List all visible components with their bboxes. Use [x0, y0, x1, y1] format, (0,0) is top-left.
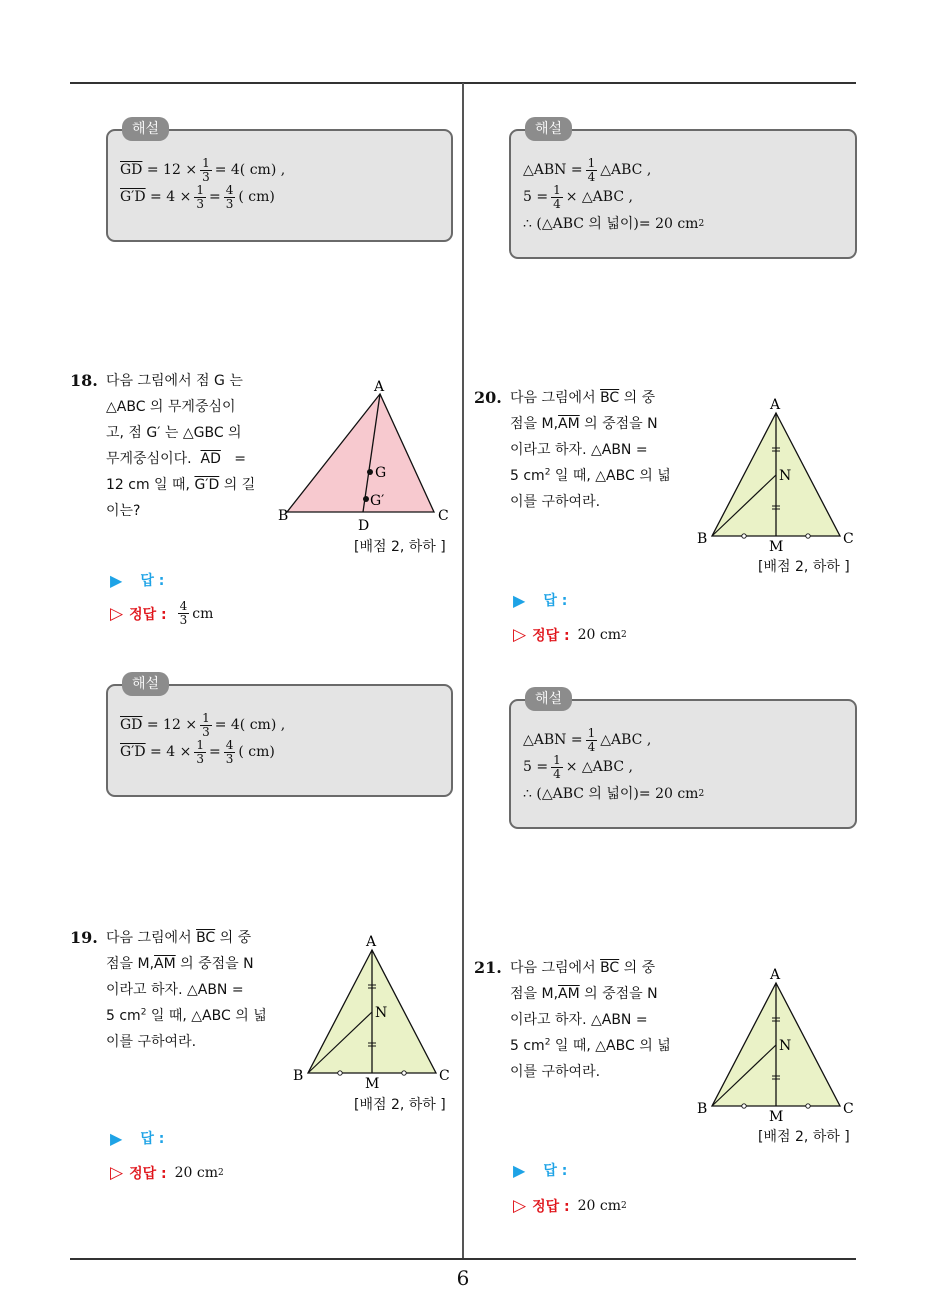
solution-line: 5 = $\frac{1}{4}$ × △ABC ,	[523, 183, 633, 211]
segment-gpd: G′D	[120, 189, 146, 205]
play-icon: ▶	[110, 570, 123, 590]
text-line: 이라고 하자. △ABN =	[510, 442, 648, 458]
text-line: 점을 $M,\overline{AM}$ 의 중점을 N	[106, 956, 254, 972]
label-d: D	[358, 518, 370, 534]
triangle-abc	[287, 394, 434, 512]
text-line: 이를 구하여라.	[510, 1064, 601, 1080]
text-line: 다음 그림에서 $\overline{BC}$ 의 중	[106, 930, 252, 946]
label-c: C	[843, 531, 854, 547]
text-line: 고, 점 G′ 는 △GBC 의	[106, 425, 242, 441]
solution-line: △ABN = $\frac{1}{4}$ △ABC ,	[523, 726, 652, 754]
text-line: 다음 그림에서 $\overline{BC}$ 의 중	[510, 390, 656, 406]
correct-label: 정답 :	[129, 606, 167, 623]
solution-box	[106, 121, 453, 242]
math-text: = 4 ×	[150, 189, 192, 205]
fraction: $\frac{1}{3}$	[202, 156, 210, 184]
answer-line	[110, 1128, 164, 1148]
correct-answer-line	[110, 1163, 224, 1183]
label-m: M	[769, 1109, 784, 1125]
text-line: 이라고 하자. △ABN =	[510, 1012, 648, 1028]
answer-line	[513, 1160, 567, 1180]
label-a: A	[770, 397, 781, 413]
solution-box	[509, 121, 857, 259]
correct-value: 20 cm 2	[174, 1165, 224, 1181]
play-icon: ▶	[110, 1128, 123, 1148]
solution-line: G′D = 4 × $\frac{1}{3}$ = $\frac{4}{3}$ ( cm)	[120, 738, 275, 766]
text-line: 다음 그림에서 $\overline{BC}$ 의 중	[510, 960, 656, 976]
figure-median-triangle	[290, 930, 460, 1092]
text-line: 5 $cm^2$ 일 때, △ABC 의 넓	[510, 467, 671, 484]
figure-centroid-triangle	[272, 374, 458, 536]
math-text: =	[208, 189, 221, 205]
solution-tag: 해설	[122, 117, 169, 141]
correct-value: 20 cm 2	[577, 1198, 627, 1214]
tick-mc	[402, 1071, 406, 1075]
solution-line: △ABN = $\frac{1}{4}$ △ABC ,	[523, 156, 652, 184]
segment-gd: $\overline{GD}$	[120, 162, 143, 178]
label-a: A	[770, 967, 781, 983]
math-text: = 12 ×	[146, 162, 198, 178]
solution-tag: 해설	[525, 117, 572, 141]
answer-line	[513, 590, 567, 610]
text-line: 다음 그림에서 점 G 는	[106, 373, 243, 389]
play-icon: ▶	[513, 590, 526, 610]
problem-text	[510, 385, 680, 515]
label-b: B	[293, 1068, 304, 1084]
triangle-outline-icon: ▷	[513, 1196, 527, 1216]
problem-number: 19.	[70, 928, 98, 947]
triangle-outline-icon: ▷	[513, 625, 527, 645]
score-text: [배점 2, 하하 ]	[354, 539, 446, 555]
problem-number: 20.	[474, 388, 502, 407]
text-line: 5 $cm^2$ 일 때, △ABC 의 넓	[510, 1037, 671, 1054]
correct-answer-line	[513, 1196, 627, 1216]
label-b: B	[697, 531, 708, 547]
text-line: 무게중심이다. $\overline{AD}$ =	[106, 451, 246, 467]
tick-bm	[338, 1071, 342, 1075]
triangle-outline-icon: ▷	[110, 1163, 124, 1183]
label-a: A	[374, 379, 385, 395]
problem-number: 18.	[70, 371, 98, 390]
answer-label: 답 :	[140, 1131, 165, 1147]
point-g	[367, 469, 373, 475]
answer-label: 답 :	[140, 573, 165, 589]
correct-label: 정답 :	[532, 1199, 570, 1215]
correct-answer-line	[513, 625, 627, 645]
figure-median-triangle	[694, 963, 864, 1125]
solution-box	[106, 676, 453, 797]
label-g: G	[375, 465, 387, 481]
text-line: 점을 $M,\overline{AM}$ 의 중점을 N	[510, 416, 658, 432]
label-n: N	[375, 1005, 388, 1021]
score-text: [배점 2, 하하 ]	[354, 1097, 446, 1113]
solution-line: ∴ (△ABC 의 넓이)= 20 cm 2	[523, 215, 705, 232]
solution-line	[120, 157, 437, 184]
correct-answer-line	[110, 600, 213, 627]
text-line: △ABC 의 무게중심이	[106, 399, 236, 415]
correct-label: 정답 :	[532, 628, 570, 644]
label-b: B	[278, 508, 289, 524]
text-line: 이를 구하여라.	[510, 494, 601, 510]
text-line: 5 $cm^2$ 일 때, △ABC 의 넓	[106, 1007, 267, 1024]
score-text: [배점 2, 하하 ]	[758, 1129, 850, 1145]
label-c: C	[439, 1068, 450, 1084]
correct-label: 정답 :	[129, 1166, 167, 1182]
label-n: N	[779, 1038, 792, 1054]
correct-value: 20 cm 2	[577, 627, 627, 643]
column-divider	[462, 83, 464, 1259]
label-m: M	[365, 1076, 380, 1092]
triangle-outline-icon: ▷	[110, 603, 124, 624]
problem-text	[510, 955, 680, 1085]
answer-label: 답 :	[543, 593, 568, 609]
solution-line: $\overline{GD}$ = 12 × $\frac{1}{3}$ = 4( cm) ,	[120, 711, 286, 739]
page-number: 6	[456, 1266, 470, 1290]
fraction: $\frac{4}{3}$	[225, 183, 234, 211]
problem-number: 21.	[474, 958, 502, 977]
play-icon: ▶	[513, 1160, 526, 1180]
math-text: = 4( cm) ,	[214, 162, 286, 178]
label-m: M	[769, 539, 784, 555]
answer-label: 답 :	[543, 1163, 568, 1179]
correct-value: $\frac{4}{3}$ cm	[179, 599, 214, 627]
label-n: N	[779, 468, 792, 484]
label-b: B	[697, 1101, 708, 1117]
point-gprime	[363, 496, 369, 502]
problem-text	[106, 925, 276, 1055]
solution-line: 5 = $\frac{1}{4}$ × △ABC ,	[523, 753, 633, 781]
text-line: 이를 구하여라.	[106, 1034, 197, 1050]
solution-tag: 해설	[122, 672, 169, 696]
text-line: 이는?	[106, 503, 141, 519]
score-text: [배점 2, 하하 ]	[758, 559, 850, 575]
bottom-rule	[70, 1258, 856, 1260]
figure-median-triangle	[694, 393, 864, 555]
label-c: C	[438, 508, 449, 524]
fraction: $\frac{1}{3}$	[196, 183, 204, 211]
solution-box	[509, 691, 857, 829]
label-c: C	[843, 1101, 854, 1117]
answer-line	[110, 570, 164, 590]
text-line: 이라고 하자. △ABN =	[106, 982, 244, 998]
solution-tag: 해설	[525, 687, 572, 711]
solution-line	[120, 184, 437, 211]
problem-text	[106, 368, 258, 524]
solution-line: ∴ (△ABC 의 넓이)= 20 cm 2	[523, 785, 705, 802]
label-a: A	[366, 934, 377, 950]
text-line: 점을 $M,\overline{AM}$ 의 중점을 N	[510, 986, 658, 1002]
math-text: ( cm)	[238, 189, 275, 205]
text-line: 12 cm 일 때, G′D 의 길	[106, 477, 256, 493]
label-gprime: G′	[370, 493, 385, 509]
